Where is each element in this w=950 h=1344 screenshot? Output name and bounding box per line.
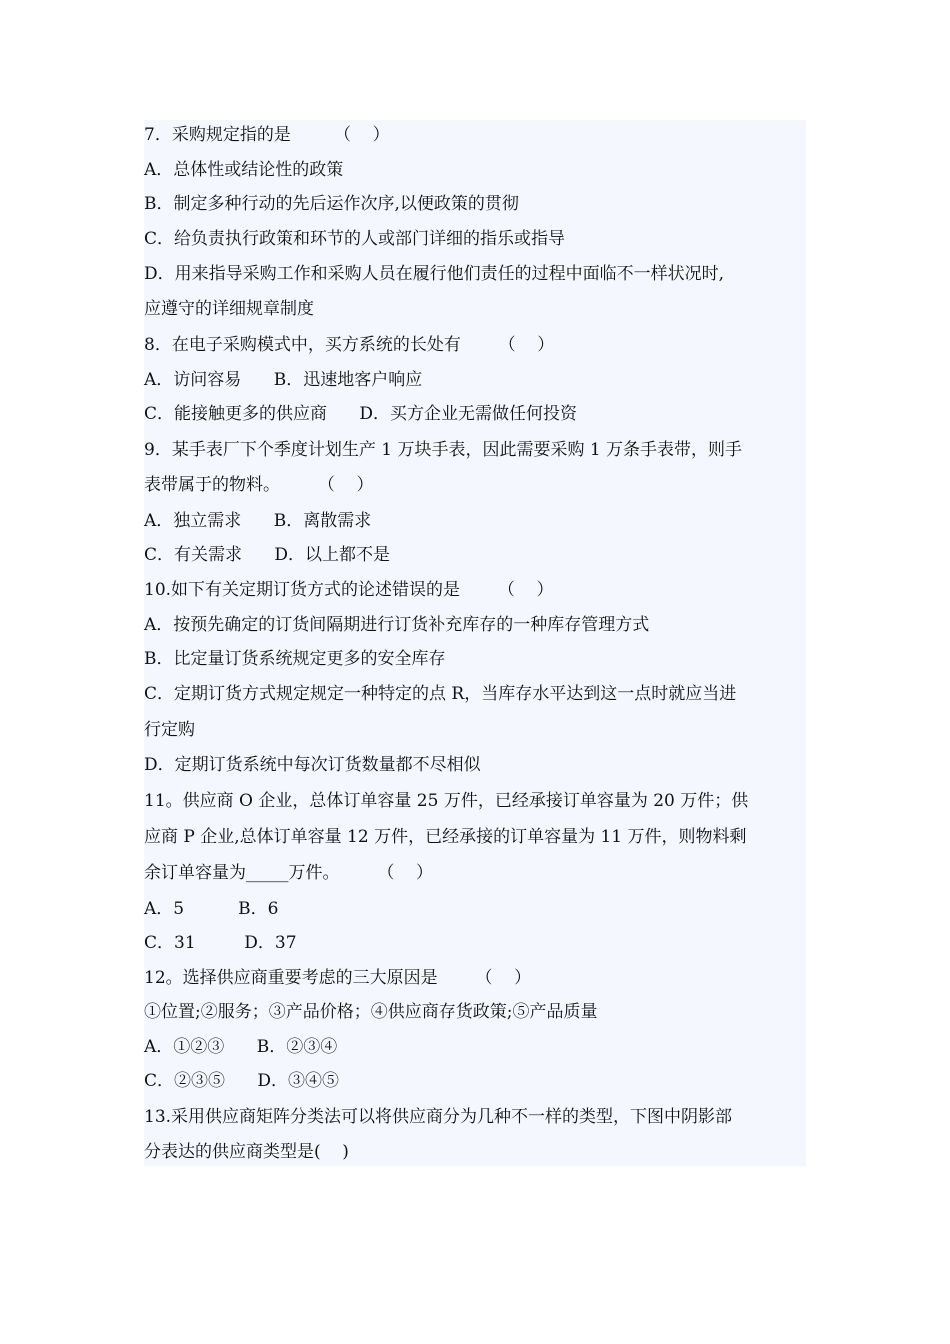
question-8-options-ab: A．访问容易 B．迅速地客户响应 [144,370,423,390]
question-13-stem-cont: 分表达的供应商类型是( ) [144,1142,349,1162]
question-12-stem: 12。选择供应商重要考虑的三大原因是 （ ） [144,968,532,988]
question-10-option-c: C．定期订货方式规定规定一种特定的点 R，当库存水平达到这一点时就应当进 [144,684,737,704]
question-9-stem-cont: 表带属于的物料。 （ ） [144,475,374,495]
question-10-option-d: D．定期订货系统中每次订货数量都不尽相似 [144,755,481,775]
question-11-stem: 11。供应商 O 企业，总体订单容量 25 万件，已经承接订单容量为 20 万件；供 [144,791,749,811]
question-11-stem-cont-2: 余订单容量为_____万件。 （ ） [144,863,433,883]
question-9-options-cd: C．有关需求 D．以上都不是 [144,545,391,565]
question-7-option-b: B．制定多种行动的先后运作次序,以便政策的贯彻 [144,194,519,214]
question-7-option-a: A．总体性或结论性的政策 [144,160,344,180]
question-7-option-d-cont: 应遵守的详细规章制度 [144,299,314,319]
question-12-items: ①位置;②服务；③产品价格；④供应商存货政策;⑤产品质量 [144,1002,598,1022]
question-11-stem-cont: 应商 P 企业,总体订单容量 12 万件，已经承接的订单容量为 11 万件，则物料剩 [144,827,747,847]
question-9-stem: 9．某手表厂下个季度计划生产 1 万块手表，因此需要采购 1 万条手表带，则手 [144,440,743,460]
question-7-stem: 7．采购规定指的是 （ ） [144,125,390,145]
question-13-stem: 13.采用供应商矩阵分类法可以将供应商分为几种不一样的类型，下图中阴影部 [144,1107,733,1127]
question-10-stem: 10.如下有关定期订货方式的论述错误的是 （ ） [144,580,554,600]
question-10-option-a: A．按预先确定的订货间隔期进行订货补充库存的一种库存管理方式 [144,615,650,635]
question-8-options-cd: C．能接触更多的供应商 D．买方企业无需做任何投资 [144,404,578,424]
question-text-block [144,120,806,1166]
question-9-options-ab: A．独立需求 B．离散需求 [144,511,372,531]
question-12-options-ab: A．①②③ B．②③④ [144,1037,338,1057]
question-10-option-b: B．比定量订货系统规定更多的安全库存 [144,649,446,669]
question-7-option-c: C．给负责执行政策和环节的人或部门详细的指乐或指导 [144,229,566,249]
question-12-options-cd: C．②③⑤ D．③④⑤ [144,1071,340,1091]
question-7-option-d: D．用来指导采购工作和采购人员在履行他们责任的过程中面临不一样状况时, [144,264,725,284]
question-11-options-cd: C．31 D．37 [144,933,297,953]
question-10-option-c-cont: 行定购 [144,720,195,740]
question-8-stem: 8．在电子采购模式中，买方系统的长处有 （ ） [144,335,555,355]
question-11-options-ab: A．5 B．6 [144,899,279,919]
